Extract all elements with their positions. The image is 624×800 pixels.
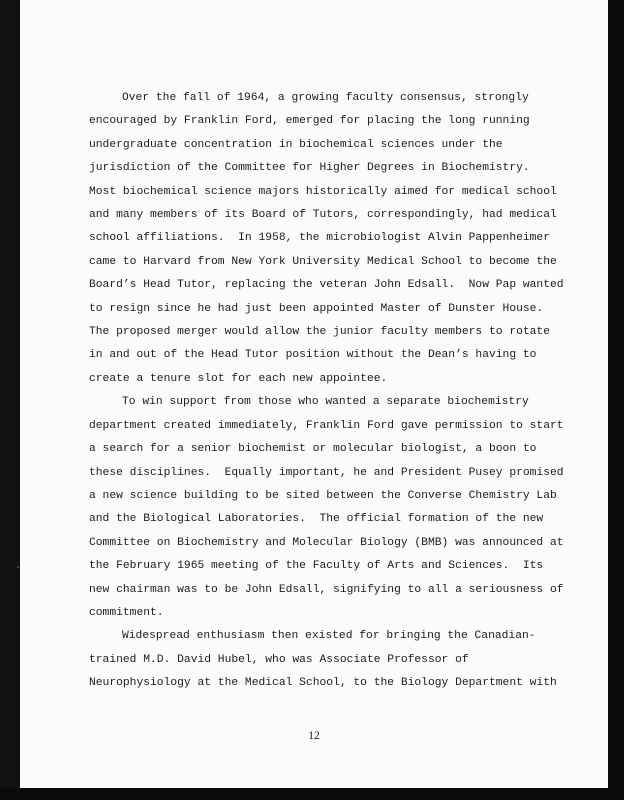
text-line: department created immediately, Franklin Ford gave permission to start: [89, 419, 564, 432]
text-line: came to Harvard from New York University Medical School to become the: [89, 255, 557, 268]
text-line: Over the fall of 1964, a growing faculty consensus, strongly: [122, 92, 529, 104]
text-line: a new science building to be sited between the Converse Chemistry Lab: [89, 489, 557, 502]
text-line: encouraged by Franklin Ford, emerged for placing the long running: [89, 115, 530, 128]
text-line: these disciplines. Equally important, he and President Pusey promised: [89, 466, 564, 479]
text-line: the February 1965 meeting of the Faculty of Arts and Sciences. Its: [89, 560, 544, 573]
text-line: commitment.: [89, 606, 164, 619]
scan-border-bottom: [0, 788, 624, 800]
text-line: to resign since he had just been appointed Master of Dunster House.: [89, 302, 544, 315]
text-line: in and out of the Head Tutor position without the Dean’s having to: [89, 349, 537, 362]
text-line: a search for a senior biochemist or molecular biologist, a boon to: [89, 443, 537, 456]
text-line: jurisdiction of the Committee for Higher Degrees in Biochemistry.: [89, 162, 530, 175]
body-text: [89, 87, 564, 696]
text-line: Most biochemical science majors historically aimed for medical school: [89, 185, 557, 198]
text-line: trained M.D. David Hubel, who was Associate Professor of: [89, 653, 469, 666]
text-line: Board’s Head Tutor, replacing the veteran John Edsall. Now Pap wanted: [89, 279, 564, 292]
text-line: Committee on Biochemistry and Molecular Biology (BMB) was announced at: [89, 536, 564, 549]
text-line: undergraduate concentration in biochemical sciences under the: [89, 138, 503, 151]
text-line: new chairman was to be John Edsall, signifying to all a seriousness of: [89, 583, 564, 596]
text-line: and the Biological Laboratories. The official formation of the new: [89, 513, 544, 526]
text-line: school affiliations. In 1958, the microbiologist Alvin Pappenheimer: [89, 232, 550, 245]
scan-border-right: [608, 0, 624, 800]
text-line: Widespread enthusiasm then existed for bringing the Canadian-: [122, 630, 536, 643]
scan-speck: [17, 566, 19, 568]
document-page: [20, 0, 608, 788]
text-line: and many members of its Board of Tutors, correspondingly, had medical: [89, 209, 557, 222]
text-line: To win support from those who wanted a separate biochemistry: [122, 396, 529, 409]
text-line: Neurophysiology at the Medical School, to the Biology Department with: [89, 677, 557, 690]
page-number: 12: [308, 730, 320, 742]
text-line: The proposed merger would allow the junior faculty members to rotate: [89, 326, 550, 339]
text-line: create a tenure slot for each new appointee.: [89, 372, 388, 385]
